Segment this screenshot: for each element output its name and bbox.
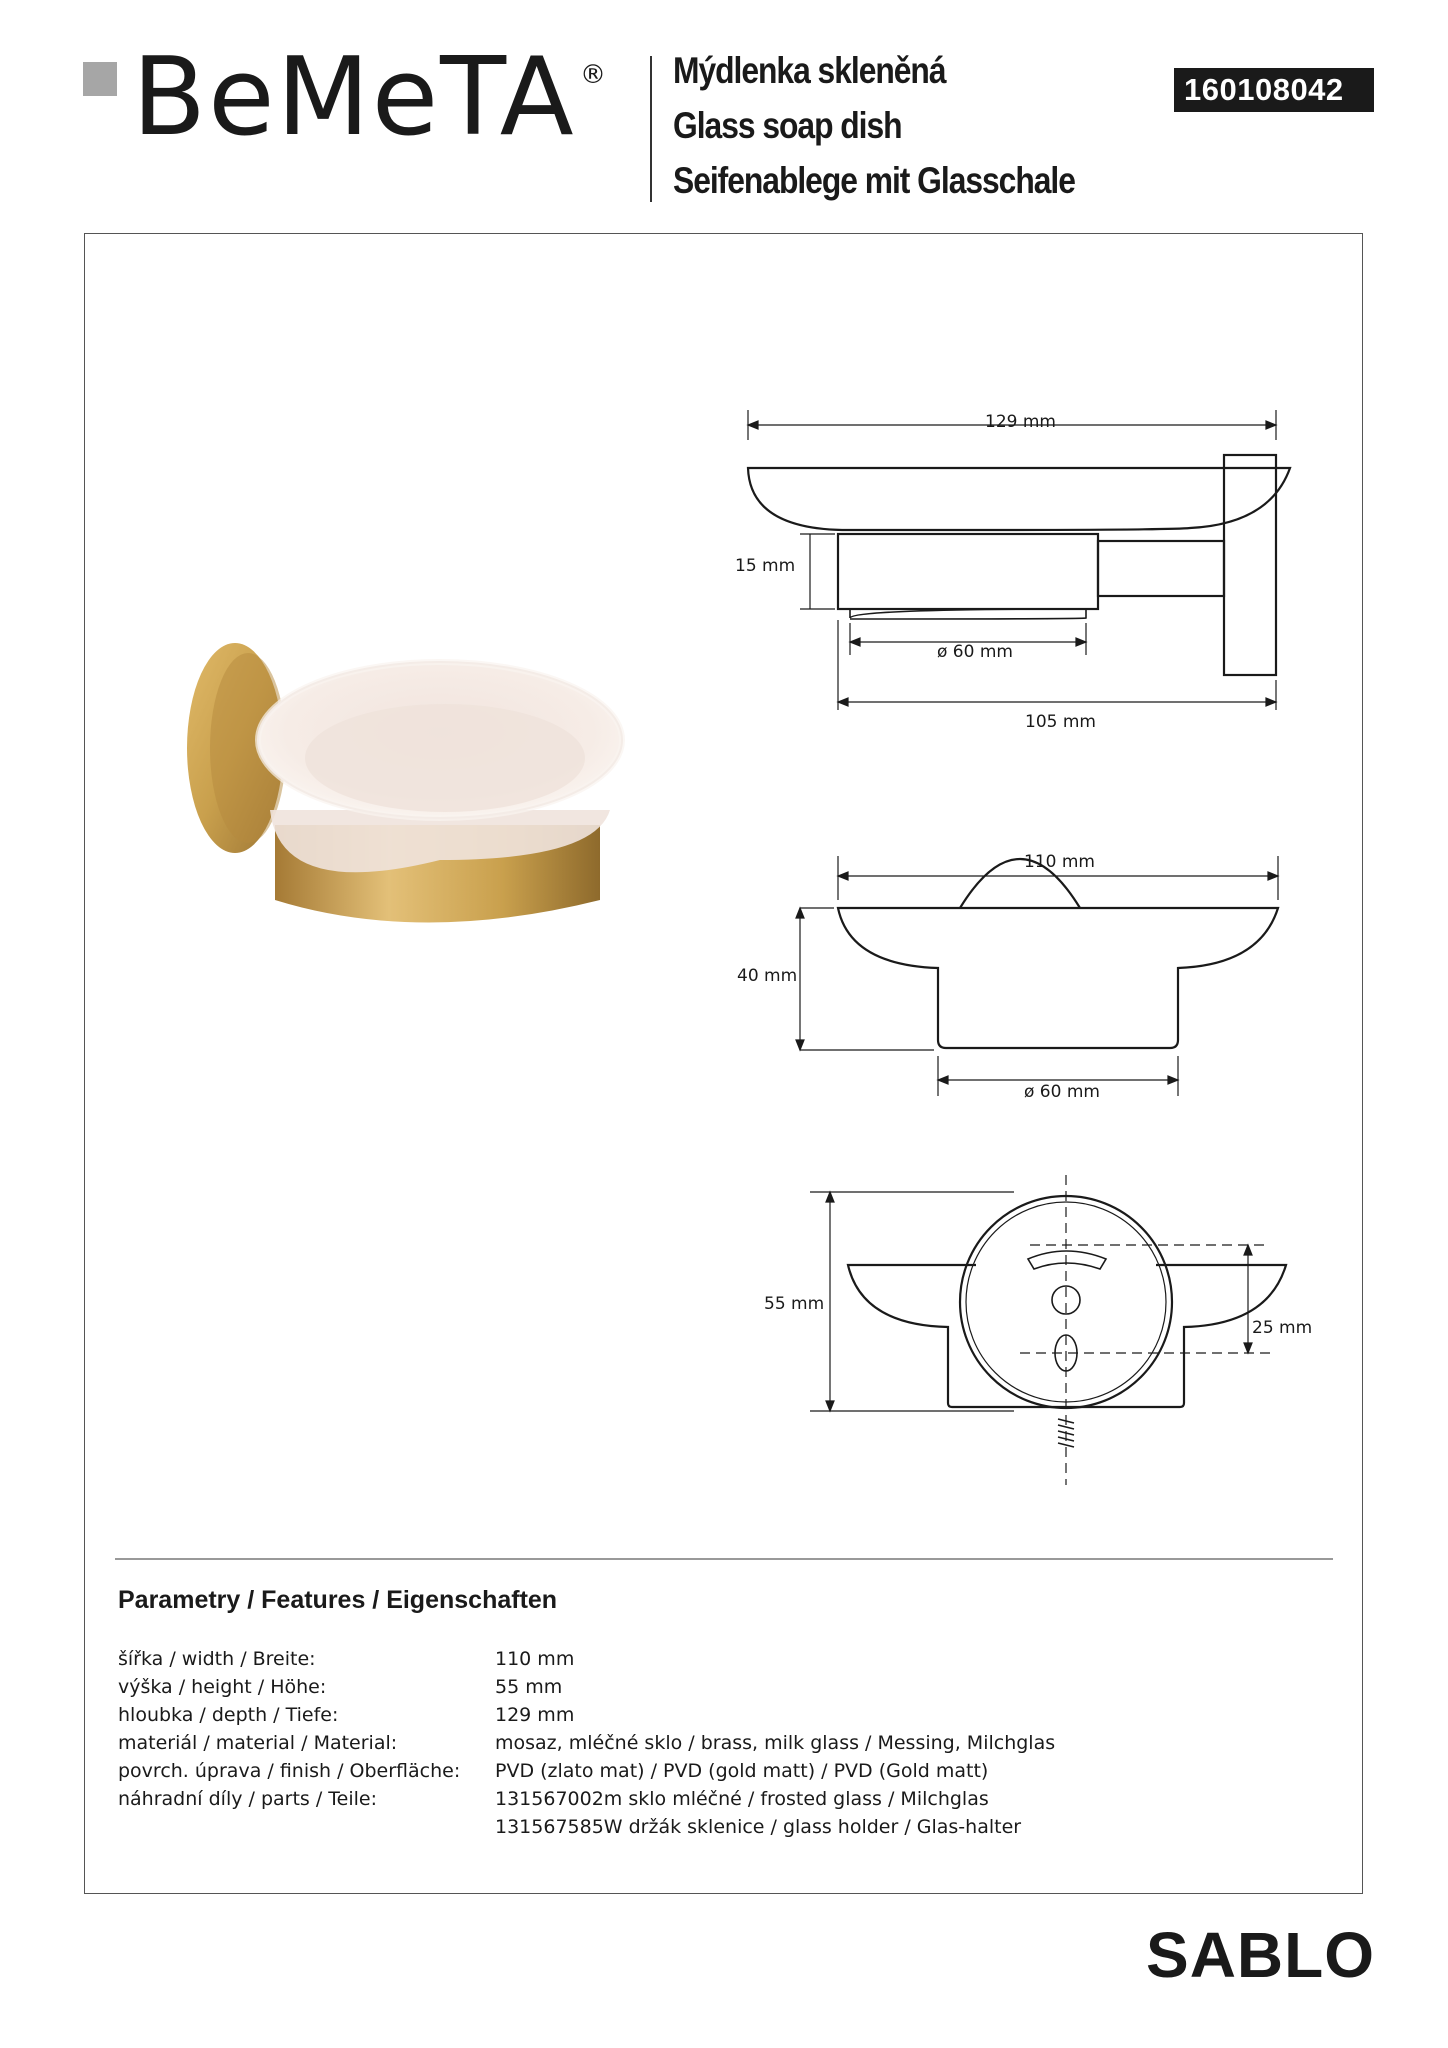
feature-value: 131567585W držák sklenice / glass holder / Glas-halter <box>495 1816 1022 1838</box>
dim-height-40: 40 mm <box>737 966 798 986</box>
series-name: SABLO <box>1146 1919 1375 1991</box>
dim-depth-105: 105 mm <box>1025 712 1096 732</box>
feature-label: výška / height / Höhe: <box>118 1676 327 1698</box>
features-table <box>118 1645 1056 1841</box>
glass-bowl <box>258 662 622 872</box>
dim-diameter-60-side: ø 60 mm <box>937 642 1013 662</box>
front-view-drawing <box>760 840 1320 1110</box>
dim-height-55: 55 mm <box>764 1294 825 1314</box>
feature-value: PVD (zlato mat) / PVD (gold matt) / PVD (Gold matt) <box>495 1760 989 1782</box>
side-view-bowl-outline <box>748 468 1290 530</box>
title-en: Glass soap dish <box>673 105 902 146</box>
feature-row <box>118 1757 989 1785</box>
feature-label: hloubka / depth / Tiefe: <box>118 1704 339 1726</box>
feature-value: 129 mm <box>495 1704 575 1726</box>
feature-label: povrch. úprava / finish / Oberfläche: <box>118 1760 461 1782</box>
registered-mark: ® <box>580 60 606 90</box>
side-view-rosette-outline <box>1224 455 1276 675</box>
feature-row <box>118 1785 989 1813</box>
dim-width-129: 129 mm <box>985 412 1056 432</box>
dim-width-110: 110 mm <box>1024 852 1095 872</box>
side-view-holder-outline <box>838 534 1098 609</box>
feature-label: náhradní díly / parts / Teile: <box>118 1788 378 1810</box>
mounting-view-drawing <box>780 1135 1320 1495</box>
feature-value: 131567002m sklo mléčné / frosted glass / Milchglas <box>495 1788 989 1810</box>
feature-value: mosaz, mléčné sklo / brass, milk glass / Messing, Milchglas <box>495 1732 1056 1754</box>
feature-label: šířka / width / Breite: <box>118 1648 316 1670</box>
feature-row <box>118 1645 575 1673</box>
dim-height-15: 15 mm <box>735 556 796 576</box>
dim-diameter-60-front: ø 60 mm <box>1024 1082 1100 1102</box>
brand-logo: BeMeTA <box>132 35 576 160</box>
title-cs: Mýdlenka skleněná <box>673 50 946 91</box>
feature-value: 110 mm <box>495 1648 575 1670</box>
title-de: Seifenablege mit Glasschale <box>673 160 1075 201</box>
product-photo <box>120 600 720 960</box>
feature-row <box>118 1813 1022 1841</box>
feature-row <box>118 1701 575 1729</box>
feature-label: materiál / material / Material: <box>118 1732 398 1754</box>
side-view-arm-outline <box>1098 541 1224 596</box>
header-divider <box>650 56 652 202</box>
feature-value: 55 mm <box>495 1676 563 1698</box>
logo-square-icon <box>83 62 117 96</box>
product-code-badge: 160108042 <box>1174 68 1374 112</box>
features-divider <box>115 1558 1333 1560</box>
features-heading: Parametry / Features / Eigenschaften <box>118 1586 558 1614</box>
feature-row <box>118 1673 563 1701</box>
front-view-outline <box>838 908 1278 1048</box>
mounting-slot <box>1028 1251 1106 1269</box>
feature-row <box>118 1729 1056 1757</box>
dim-offset-25: 25 mm <box>1252 1318 1313 1338</box>
